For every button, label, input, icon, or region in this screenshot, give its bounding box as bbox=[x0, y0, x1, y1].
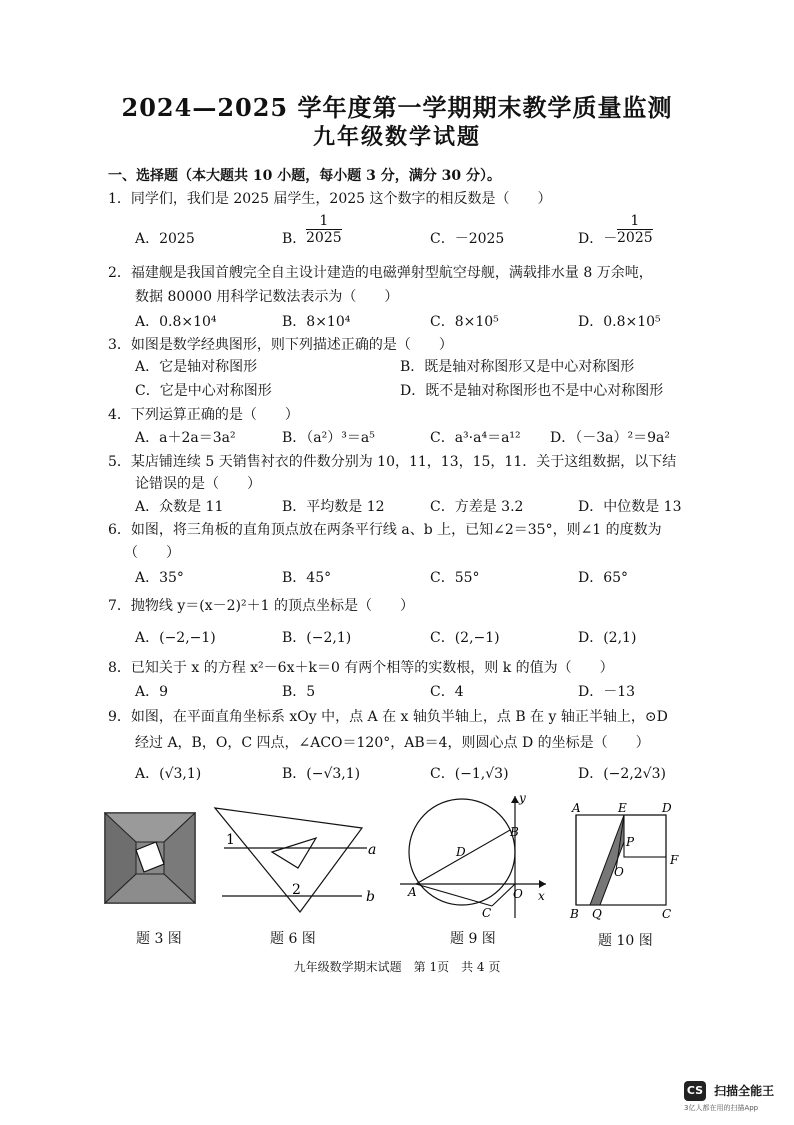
question-6-stem-line1: 6．如图，将三角板的直角顶点放在两条平行线 a、b 上，已知∠2＝35°，则∠1 的度数为 bbox=[108, 522, 662, 538]
fig10-point-a-label: A bbox=[572, 801, 581, 815]
fig6-angle-1-label: 1 bbox=[226, 832, 235, 848]
section-heading: 一、选择题（本大题共 10 小题，每小题 3 分，满分 30 分）。 bbox=[108, 168, 501, 184]
q8-option-c: C．4 bbox=[430, 684, 464, 700]
q8-option-a: A．9 bbox=[135, 684, 169, 700]
figure-3-caption: 题 3 图 bbox=[136, 931, 182, 947]
fig6-line-a-label: a bbox=[368, 842, 377, 858]
q3-option-c: C．它是中心对称图形 bbox=[135, 383, 272, 399]
q2-option-d: D．0.8×10⁵ bbox=[578, 314, 661, 330]
fig10-point-o-label: O bbox=[614, 865, 624, 879]
figure-6-caption: 题 6 图 bbox=[270, 931, 316, 947]
question-5-stem-line2: 论错误的是（ ） bbox=[135, 476, 261, 492]
q5-option-c: C．方差是 3.2 bbox=[430, 499, 524, 515]
q6-option-c: C．55° bbox=[430, 570, 480, 586]
q9-option-b: B．(−√3,1) bbox=[282, 766, 361, 782]
figure-6-set-square bbox=[212, 804, 382, 916]
figure-10-caption: 题 10 图 bbox=[598, 933, 653, 949]
scanner-tagline: 3亿人都在用的扫描App bbox=[684, 1103, 759, 1112]
question-4-stem: 4．下列运算正确的是（ ） bbox=[108, 407, 299, 423]
q6-option-b: B．45° bbox=[282, 570, 332, 586]
fig10-point-f-label: F bbox=[670, 853, 679, 867]
q1-option-c: C．－2025 bbox=[430, 231, 505, 247]
fig10-point-b-label: B bbox=[570, 907, 579, 920]
q9-option-d: D．(−2,2√3) bbox=[578, 766, 666, 782]
scanner-name: 扫描全能王 bbox=[714, 1084, 775, 1098]
fig10-point-q-label: Q bbox=[592, 907, 602, 920]
fig9-point-o-label: O bbox=[513, 887, 523, 901]
q1-option-a: A．2025 bbox=[135, 231, 195, 247]
q9-option-c: C．(−1,√3) bbox=[430, 766, 509, 782]
figure-9-circle-axes bbox=[398, 790, 550, 922]
question-9-stem-line1: 9．如图，在平面直角坐标系 xOy 中，点 A 在 x 轴负半轴上，点 B 在 y 轴正半轴上，⊙D bbox=[108, 709, 668, 725]
q5-option-d: D．中位数是 13 bbox=[578, 499, 682, 515]
q1-option-b-label: B． bbox=[282, 231, 307, 247]
q8-option-d: D．－13 bbox=[578, 684, 636, 700]
question-6-stem-line2: （ ） bbox=[124, 545, 180, 561]
q1-option-b-fraction bbox=[306, 213, 342, 246]
fig10-point-d-label: D bbox=[662, 801, 672, 815]
exam-subtitle: 九年级数学试题 bbox=[312, 124, 481, 150]
figure-10-square bbox=[566, 800, 684, 920]
q3-option-b: B．既是轴对称图形又是中心对称图形 bbox=[400, 359, 635, 375]
q6-option-a: A．35° bbox=[135, 570, 184, 586]
question-3-stem: 3．如图是数学经典图形，则下列描述正确的是（ ） bbox=[108, 337, 453, 353]
fig10-point-e-label: E bbox=[618, 801, 627, 815]
fig6-line-b-label: b bbox=[366, 889, 375, 905]
scanner-watermark bbox=[684, 1080, 774, 1113]
fig6-angle-2-label: 2 bbox=[292, 882, 301, 898]
q4-option-a: A．a＋2a＝3a² bbox=[135, 430, 236, 446]
exam-title: 2024—2025 学年度第一学期期末教学质量监测 bbox=[121, 93, 673, 122]
question-1-stem: 1．同学们，我们是 2025 届学生，2025 这个数字的相反数是（ ） bbox=[108, 191, 552, 207]
q5-option-a: A．众数是 11 bbox=[135, 499, 224, 515]
figure-3-pinwheel bbox=[104, 812, 196, 904]
q3-option-a: A．它是轴对称图形 bbox=[135, 359, 258, 375]
q1-d-numerator: 1 bbox=[617, 213, 653, 230]
q7-option-c: C．(2,−1) bbox=[430, 630, 500, 646]
q2-option-c: C．8×10⁵ bbox=[430, 314, 499, 330]
q1-option-d-fraction bbox=[617, 213, 653, 246]
fig10-point-p-label: P bbox=[626, 835, 635, 849]
page-footer: 九年级数学期末试题 第 1页 共 4 页 bbox=[293, 960, 501, 974]
q9-option-a: A．(√3,1) bbox=[135, 766, 202, 782]
question-2-stem-line2: 数据 80000 用科学记数法表示为（ ） bbox=[135, 289, 399, 305]
q4-option-b: B．（a²）³＝a⁵ bbox=[282, 430, 375, 446]
q5-option-b: B．平均数是 12 bbox=[282, 499, 385, 515]
q4-option-d: D．（－3a）²＝9a² bbox=[550, 430, 670, 446]
fig9-y-axis-label: y bbox=[519, 791, 526, 805]
q2-option-a: A．0.8×10⁴ bbox=[135, 314, 217, 330]
fig9-point-a-label: A bbox=[408, 885, 417, 899]
q1-d-denominator: 2025 bbox=[617, 230, 653, 246]
q1-option-d-label: D．－ bbox=[578, 231, 618, 247]
question-2-stem-line1: 2．福建舰是我国首艘完全自主设计建造的电磁弹射型航空母舰，满载排水量 8 万余吨， bbox=[108, 265, 653, 281]
figure-9-caption: 题 9 图 bbox=[450, 931, 496, 947]
q6-option-d: D．65° bbox=[578, 570, 629, 586]
q7-option-a: A．(−2,−1) bbox=[135, 630, 216, 646]
fig9-x-axis-label: x bbox=[538, 889, 545, 903]
q1-b-denominator: 2025 bbox=[306, 230, 342, 246]
q2-option-b: B．8×10⁴ bbox=[282, 314, 351, 330]
question-5-stem-line1: 5．某店铺连续 5 天销售衬衣的件数分别为 10，11，13，15，11．关于这组数据，以下结 bbox=[108, 454, 677, 470]
fig9-point-d-label: D bbox=[456, 845, 466, 859]
fig9-point-c-label: C bbox=[482, 906, 492, 920]
question-7-stem: 7．抛物线 y＝(x－2)²＋1 的顶点坐标是（ ） bbox=[108, 598, 414, 614]
fig9-point-b-label: B bbox=[510, 825, 519, 839]
q8-option-b: B．5 bbox=[282, 684, 316, 700]
question-9-stem-line2: 经过 A，B，O，C 四点，∠ACO＝120°，AB＝4，则圆心点 D 的坐标是（ ） bbox=[135, 735, 650, 751]
q7-option-d: D．(2,1) bbox=[578, 630, 637, 646]
q4-option-c: C．a³·a⁴＝a¹² bbox=[430, 430, 521, 446]
q3-option-d: D．既不是轴对称图形也不是中心对称图形 bbox=[400, 383, 664, 399]
q1-b-numerator: 1 bbox=[306, 213, 342, 230]
fig10-point-c-label: C bbox=[662, 907, 672, 920]
q7-option-b: B．(−2,1) bbox=[282, 630, 352, 646]
question-8-stem: 8．已知关于 x 的方程 x²－6x＋k＝0 有两个相等的实数根，则 k 的值为（ ） bbox=[108, 660, 614, 676]
scanner-logo-icon: CS bbox=[684, 1081, 706, 1101]
